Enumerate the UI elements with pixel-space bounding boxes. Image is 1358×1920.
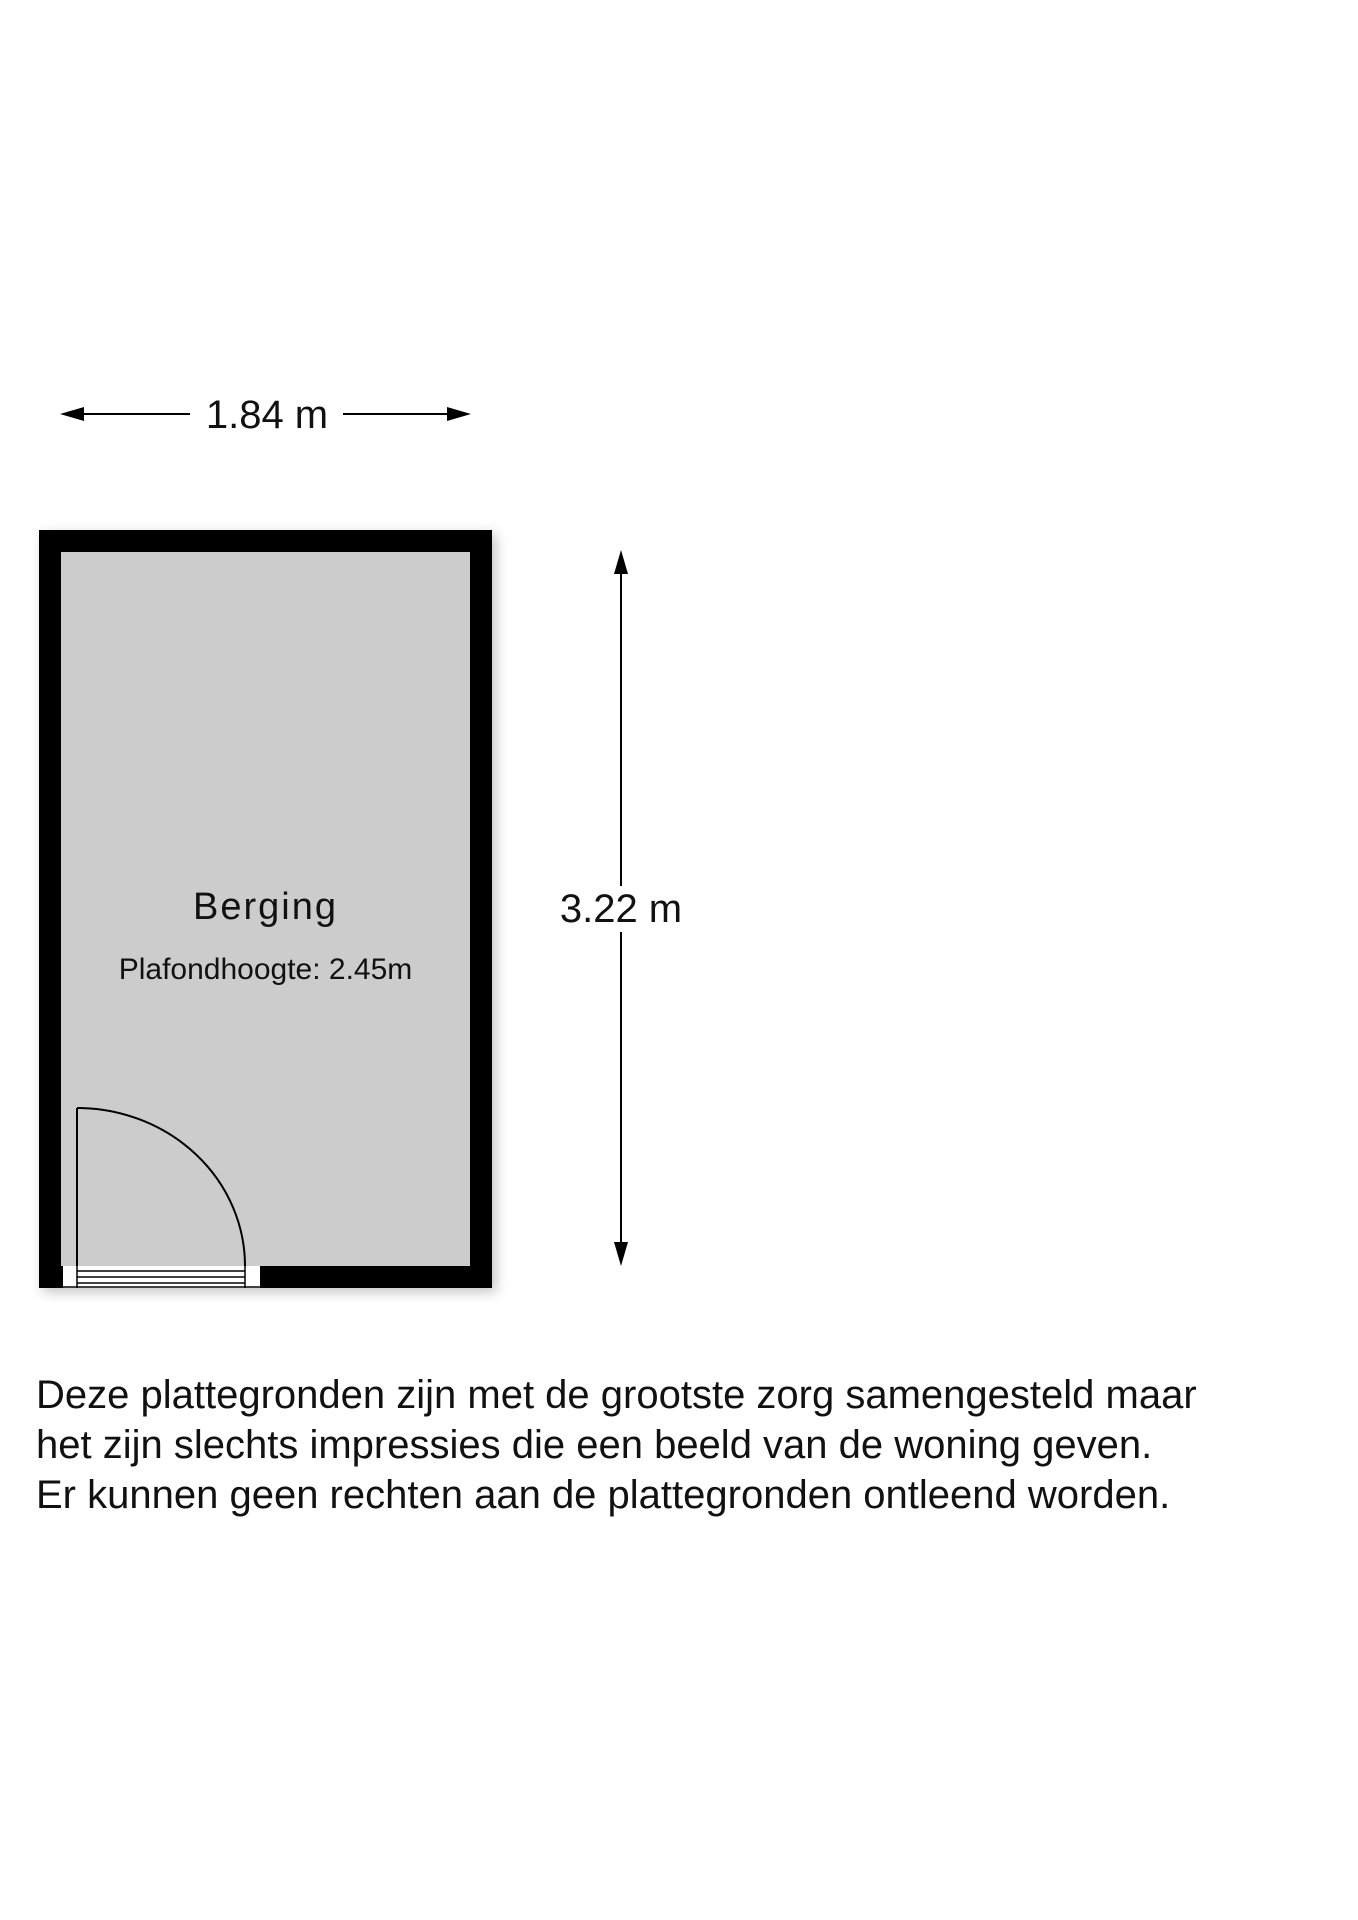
ceiling-height: Plafondhoogte: 2.45m: [118, 953, 413, 986]
width-dimension-label: 1.84 m: [205, 393, 329, 437]
room-name: Berging: [193, 886, 338, 928]
disclaimer-line: Er kunnen geen rechten aan de plattegronden ontleend worden.: [36, 1473, 1171, 1517]
disclaimer-line: het zijn slechts impressies die een beeld van de woning geven.: [36, 1423, 1153, 1467]
disclaimer: [36, 1370, 1197, 1520]
disclaimer-line: Deze plattegronden zijn met de grootste zorg samengesteld maar: [36, 1373, 1197, 1417]
height-dimension-label: 3.22 m: [556, 886, 686, 932]
